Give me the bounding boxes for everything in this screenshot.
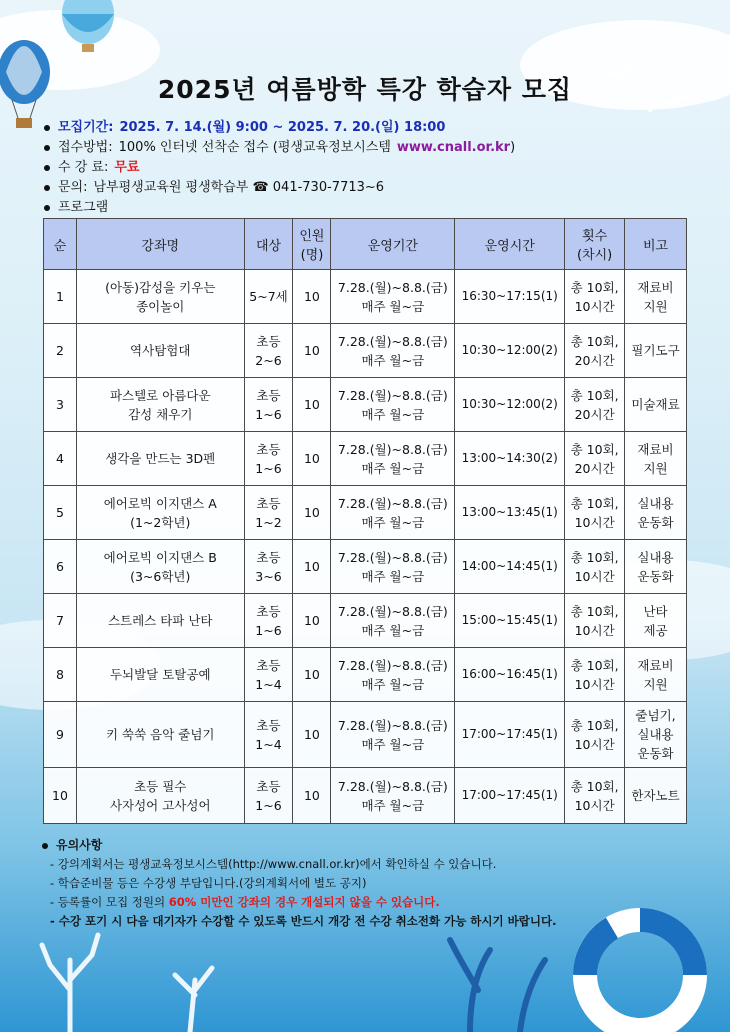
table-cell-period: 7.28.(월)~8.8.(금) 매주 월~금 [331,648,455,702]
table-header-cell: 운영시간 [455,219,565,270]
table-cell-note: 실내용 운동화 [625,486,687,540]
program-label: 프로그램 [58,200,109,215]
period-label: 모집기간: [58,120,114,135]
notes-section [42,836,702,931]
table-cell-cap: 10 [293,270,331,324]
method-row [44,138,704,158]
table-cell-period: 7.28.(월)~8.8.(금) 매주 월~금 [331,540,455,594]
table-cell-name: 스트레스 타파 난타 [76,594,244,648]
coral-decoration [450,940,545,1032]
table-cell-cap: 10 [293,648,331,702]
table-cell-period: 7.28.(월)~8.8.(금) 매주 월~금 [331,432,455,486]
method-close: ) [510,140,516,155]
program-table [43,218,687,824]
table-header-cell: 횟수 (차시) [565,219,625,270]
table-cell-cap: 10 [293,432,331,486]
bullet-icon [44,205,50,211]
table-cell-no: 8 [44,648,77,702]
bullet-icon [44,185,50,191]
fee-label: 수 강 료: [58,160,109,175]
table-row [44,702,687,768]
table-cell-target: 초등 3~6 [244,540,293,594]
table-cell-cap: 10 [293,378,331,432]
table-header-cell: 비고 [625,219,687,270]
table-cell-cap: 10 [293,324,331,378]
table-cell-target: 초등 1~6 [244,768,293,824]
table-cell-name: 두뇌발달 토탈공예 [76,648,244,702]
table-cell-count: 총 10회, 10시간 [565,594,625,648]
notes-heading-text: 유의사항 [56,838,103,852]
table-cell-cap: 10 [293,702,331,768]
table-header-row [44,219,687,270]
table-cell-note: 재료비 지원 [625,270,687,324]
table-cell-no: 6 [44,540,77,594]
table-cell-name: 키 쑥쑥 음악 줄넘기 [76,702,244,768]
hot-air-balloon-icon [62,0,114,52]
table-body [44,270,687,824]
table-cell-time: 15:00~15:45(1) [455,594,565,648]
table-cell-cap: 10 [293,594,331,648]
contact-row [44,178,704,198]
table-cell-time: 10:30~12:00(2) [455,378,565,432]
table-cell-name: 역사탐험대 [76,324,244,378]
table-cell-period: 7.28.(월)~8.8.(금) 매주 월~금 [331,378,455,432]
table-cell-time: 14:00~14:45(1) [455,540,565,594]
table-cell-target: 초등 1~2 [244,486,293,540]
table-cell-name: 에어로빅 이지댄스 A (1~2학년) [76,486,244,540]
table-cell-target: 초등 1~4 [244,648,293,702]
note-line-4: - 수강 포기 시 다음 대기자가 수강할 수 있도록 반드시 개강 전 수강 취소전화 가능 하시기 바랍니다. [50,914,557,928]
table-row [44,270,687,324]
table-cell-target: 초등 1~6 [244,378,293,432]
table-cell-time: 16:30~17:15(1) [455,270,565,324]
table-cell-time: 10:30~12:00(2) [455,324,565,378]
table-cell-note: 재료비 지원 [625,432,687,486]
table-cell-target: 초등 2~6 [244,324,293,378]
life-ring-icon [585,920,695,1030]
table-cell-time: 13:00~14:30(2) [455,432,565,486]
fee-value: 무료 [114,160,140,175]
contact-label: 문의: [58,180,88,195]
table-cell-count: 총 10회, 10시간 [565,486,625,540]
note-line-2: - 학습준비물 등은 수강생 부담입니다.(강의계획서에 별도 공지) [50,876,367,890]
table-row [44,324,687,378]
table-row [44,378,687,432]
period-row [44,118,704,138]
table-cell-note: 미술재료 [625,378,687,432]
table-cell-no: 10 [44,768,77,824]
table-cell-count: 총 10회, 10시간 [565,540,625,594]
table-cell-time: 17:00~17:45(1) [455,702,565,768]
table-cell-cap: 10 [293,486,331,540]
table-cell-count: 총 10회, 10시간 [565,648,625,702]
table-cell-no: 9 [44,702,77,768]
table-cell-cap: 10 [293,768,331,824]
table-cell-no: 2 [44,324,77,378]
table-header-cell: 인원 (명) [293,219,331,270]
table-cell-no: 5 [44,486,77,540]
table-cell-note: 줄넘기, 실내용 운동화 [625,702,687,768]
table-row [44,432,687,486]
method-url-link[interactable]: www.cnall.or.kr [396,140,511,155]
note-line-1: - 강의계획서는 평생교육정보시스템(http://www.cnall.or.kr)에서 확인하실 수 있습니다. [50,857,497,871]
table-header-cell: 순 [44,219,77,270]
table-cell-note: 한자노트 [625,768,687,824]
fee-row [44,158,704,178]
table-cell-period: 7.28.(월)~8.8.(금) 매주 월~금 [331,270,455,324]
table-cell-count: 총 10회, 20시간 [565,378,625,432]
table-row [44,540,687,594]
note-line-3-red: 60% 미만인 강좌의 경우 개설되지 않을 수 있습니다. [168,895,440,909]
page-title: 2025년 여름방학 특강 학습자 모집 [157,75,573,104]
table-cell-target: 5~7세 [244,270,293,324]
coral-decoration [42,935,212,1032]
table-cell-time: 16:00~16:45(1) [455,648,565,702]
table-cell-note: 필기도구 [625,324,687,378]
table-cell-no: 1 [44,270,77,324]
table-cell-name: 파스텔로 아름다운 감성 채우기 [76,378,244,432]
table-row [44,648,687,702]
table-cell-name: 에어로빅 이지댄스 B (3~6학년) [76,540,244,594]
program-row [44,198,704,218]
table-cell-period: 7.28.(월)~8.8.(금) 매주 월~금 [331,768,455,824]
note-line-3-pre: - 등록률이 모집 정원의 [50,895,169,909]
bullet-icon [44,145,50,151]
table-row [44,594,687,648]
table-cell-time: 17:00~17:45(1) [455,768,565,824]
period-value: 2025. 7. 14.(월) 9:00 ~ 2025. 7. 20.(일) 18:00 [119,120,446,135]
table-cell-note: 실내용 운동화 [625,540,687,594]
method-label: 접수방법: [58,140,113,155]
contact-value: 남부평생교육원 평생학습부 ☎ 041-730-7713~6 [93,180,385,195]
table-cell-period: 7.28.(월)~8.8.(금) 매주 월~금 [331,486,455,540]
table-cell-target: 초등 1~6 [244,432,293,486]
table-cell-no: 7 [44,594,77,648]
table-row [44,486,687,540]
note-line-3 [42,893,702,912]
table-cell-period: 7.28.(월)~8.8.(금) 매주 월~금 [331,702,455,768]
notes-heading [42,836,702,855]
table-cell-target: 초등 1~6 [244,594,293,648]
table-cell-cap: 10 [293,540,331,594]
table-cell-no: 4 [44,432,77,486]
bullet-icon [42,843,48,849]
info-section [44,118,704,218]
table-cell-count: 총 10회, 10시간 [565,270,625,324]
table-cell-note: 난타 제공 [625,594,687,648]
table-row [44,768,687,824]
table-cell-count: 총 10회, 10시간 [565,768,625,824]
table-cell-count: 총 10회, 10시간 [565,702,625,768]
table-cell-target: 초등 1~4 [244,702,293,768]
table-cell-name: 초등 필수 사자성어 고사성어 [76,768,244,824]
method-value: 100% 인터넷 선착순 접수 (평생교육정보시스템 [118,140,391,155]
table-cell-period: 7.28.(월)~8.8.(금) 매주 월~금 [331,324,455,378]
table-cell-count: 총 10회, 20시간 [565,324,625,378]
bullet-icon [44,125,50,131]
table-cell-note: 재료비 지원 [625,648,687,702]
table-cell-time: 13:00~13:45(1) [455,486,565,540]
table-header-cell: 강좌명 [76,219,244,270]
bullet-icon [44,165,50,171]
table-cell-count: 총 10회, 20시간 [565,432,625,486]
table-cell-no: 3 [44,378,77,432]
table-cell-period: 7.28.(월)~8.8.(금) 매주 월~금 [331,594,455,648]
table-header-cell: 대상 [244,219,293,270]
table-header-cell: 운영기간 [331,219,455,270]
table-cell-name: (아동)감성을 키우는 종이놀이 [76,270,244,324]
table-cell-name: 생각을 만드는 3D펜 [76,432,244,486]
